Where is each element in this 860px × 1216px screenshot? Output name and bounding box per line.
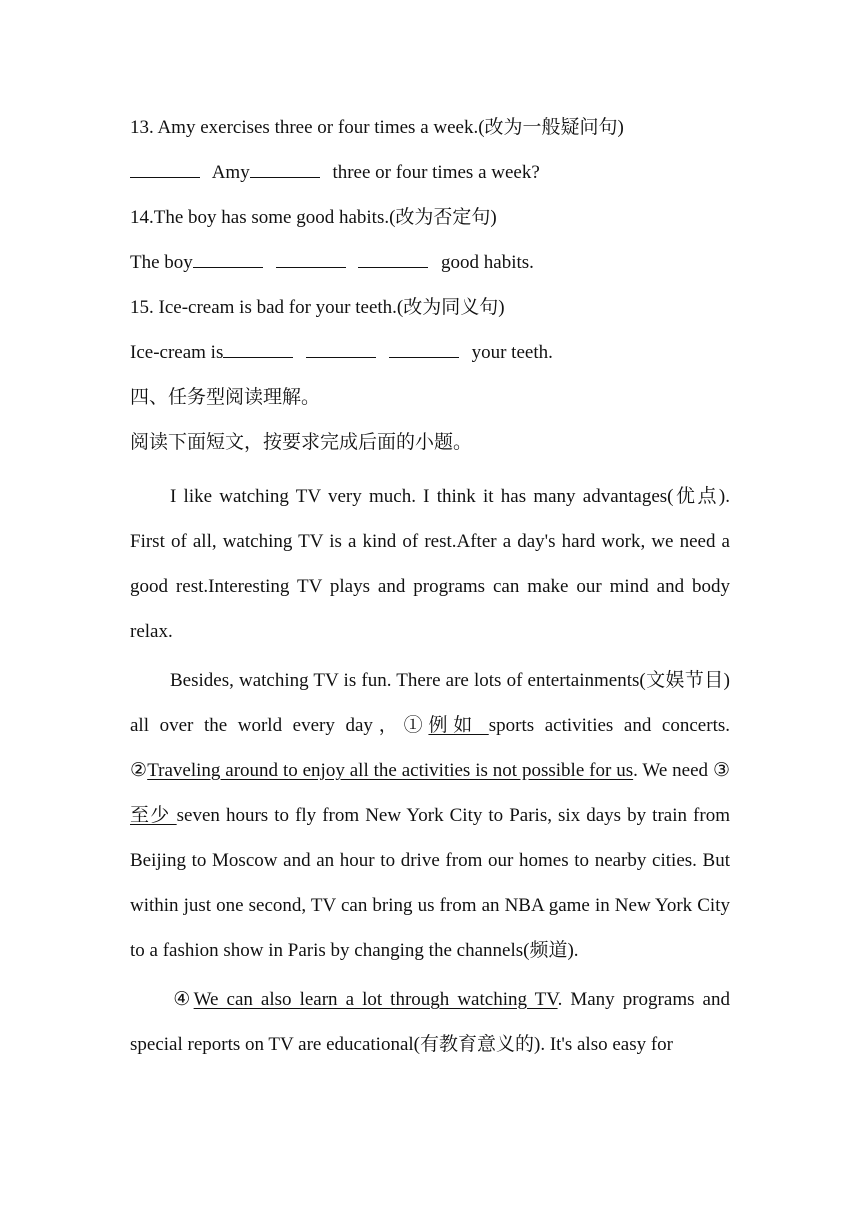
question-13-prompt: 13. Amy exercises three or four times a week.(改为一般疑问句)	[130, 117, 624, 138]
passage-paragraph-3: ④We can also learn a lot through watching TV. Many programs and special reports on TV are educational(有教育意义的). It's also easy for	[130, 989, 730, 1055]
answer-text: three or four times a week?	[332, 162, 540, 183]
answer-blank[interactable]	[250, 157, 320, 178]
underlined-sentence-4: We can also learn a lot through watching TV	[193, 989, 558, 1010]
underlined-phrase-3: 至少	[130, 805, 177, 826]
question-15-answer	[130, 335, 730, 380]
answer-text: Ice-cream is	[130, 342, 224, 363]
answer-blank[interactable]	[223, 337, 293, 358]
answer-blank[interactable]	[193, 247, 263, 268]
answer-blank[interactable]	[306, 337, 376, 358]
answer-blank[interactable]	[358, 247, 428, 268]
passage-paragraph-1: I like watching TV very much. I think it has many advantages(优点). First of all, watching TV is a kind of rest.After a day's hard work, we need a good rest.Interesting TV plays and programs can make our mind and body relax.	[130, 486, 730, 642]
answer-blank[interactable]	[130, 157, 200, 178]
answer-text: Amy	[211, 162, 250, 183]
answer-text: your teeth.	[471, 342, 553, 363]
passage-paragraph-2: Besides, watching TV is fun. There are lots of entertainments(文娱节目) all over the world every day，①例如 sports activities and concerts. ②Traveling around to enjoy all the activities is not possible for us. We need ③至少 seven hours to fly from New York City to Paris, six days by train from Beijing to Moscow and an hour to drive from our homes to nearby cities. But within just one second, TV can bring us from an NBA game in New York City to a fashion show in Paris by changing the channels(频道).	[130, 670, 730, 961]
question-13-answer	[130, 155, 730, 200]
underlined-phrase-1: 例如	[428, 715, 489, 736]
section-instruction: 阅读下面短文，按要求完成后面的小题。	[130, 432, 473, 453]
underlined-sentence-2: Traveling around to enjoy all the activities is not possible for us	[147, 760, 634, 781]
document-page	[130, 110, 730, 1067]
question-14-prompt: 14.The boy has some good habits.(改为否定句)	[130, 207, 497, 228]
question-15-prompt: 15. Ice-cream is bad for your teeth.(改为同义句)	[130, 297, 505, 318]
answer-blank[interactable]	[389, 337, 459, 358]
answer-text: good habits.	[441, 252, 534, 273]
section-heading: 四、任务型阅读理解。	[130, 387, 321, 408]
answer-blank[interactable]	[276, 247, 346, 268]
question-14-answer	[130, 245, 730, 290]
answer-text: The boy	[130, 252, 193, 273]
